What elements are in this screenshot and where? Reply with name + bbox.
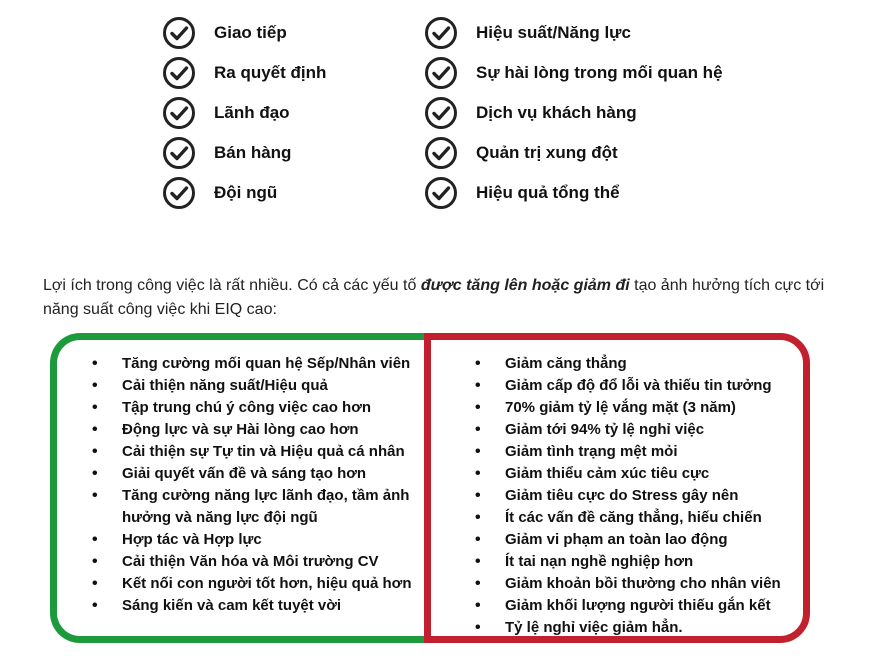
list-item: • Giảm vi phạm an toàn lao động	[471, 529, 801, 551]
check-label: Đội ngũ	[214, 183, 278, 202]
check-circle-icon	[424, 136, 458, 170]
list-item: • Cải thiện Văn hóa và Môi trường CV	[88, 551, 433, 573]
check-item	[424, 93, 723, 133]
list-item: • Cải thiện sự Tự tin và Hiệu quả cá nhân	[88, 441, 433, 463]
list-item: • Kết nối con người tốt hơn, hiệu quả hơn	[88, 573, 433, 595]
list-item: • Giảm khoản bồi thường cho nhân viên	[471, 573, 801, 595]
list-item: • 70% giảm tỷ lệ vắng mặt (3 năm)	[471, 397, 801, 419]
check-circle-icon	[424, 176, 458, 210]
list-item: • Giảm tới 94% tỷ lệ nghỉ việc	[471, 419, 801, 441]
list-item: • Giảm căng thẳng	[471, 353, 801, 375]
decrease-list	[471, 353, 801, 639]
intro-text: Lợi ích trong công việc là rất nhiều. Có cả các yếu tố	[43, 277, 421, 294]
check-item	[424, 53, 723, 93]
list-item: • Sáng kiến và cam kết tuyệt vời	[88, 595, 433, 617]
checklist-right	[424, 13, 723, 213]
check-circle-icon	[162, 96, 196, 130]
check-circle-icon	[162, 56, 196, 90]
check-item	[162, 93, 326, 133]
check-item	[162, 133, 326, 173]
check-label: Lãnh đạo	[214, 103, 290, 122]
check-item	[424, 13, 723, 53]
list-item: • Tỷ lệ nghỉ việc giảm hẳn.	[471, 617, 801, 639]
check-item	[162, 53, 326, 93]
list-item: • Ít tai nạn nghề nghiệp hơn	[471, 551, 801, 573]
list-item: • Tăng cường năng lực lãnh đạo, tầm ảnh hưởng và năng lực đội ngũ	[88, 485, 433, 529]
check-item	[424, 173, 723, 213]
check-label: Sự hài lòng trong mối quan hệ	[476, 63, 723, 82]
list-item: • Giảm tình trạng mệt mỏi	[471, 441, 801, 463]
check-label: Hiệu suất/Năng lực	[476, 23, 631, 42]
list-item: • Tăng cường mối quan hệ Sếp/Nhân viên	[88, 353, 433, 375]
list-item: • Giảm khối lượng người thiếu gắn kết	[471, 595, 801, 617]
check-label: Dịch vụ khách hàng	[476, 103, 637, 122]
intro-paragraph	[43, 274, 853, 322]
checklist-left	[162, 13, 326, 213]
check-label: Ra quyết định	[214, 63, 327, 82]
check-item	[162, 13, 326, 53]
check-label: Giao tiếp	[214, 23, 287, 42]
list-item: • Ít các vấn đề căng thẳng, hiếu chiến	[471, 507, 801, 529]
increase-list	[88, 353, 433, 617]
check-circle-icon	[424, 56, 458, 90]
intro-text-end: tạo ảnh hưởng tích cực tới năng suất công việc khi EIQ cao:	[43, 277, 825, 318]
list-item: • Giảm cấp độ đổ lỗi và thiếu tin tưởng	[471, 375, 801, 397]
check-circle-icon	[424, 96, 458, 130]
list-item: • Tập trung chú ý công việc cao hơn	[88, 397, 433, 419]
check-label: Bán hàng	[214, 143, 292, 162]
check-item	[162, 173, 326, 213]
check-circle-icon	[162, 176, 196, 210]
check-label: Quản trị xung đột	[476, 143, 618, 162]
list-item: • Giảm tiêu cực do Stress gây nên	[471, 485, 801, 507]
list-item: • Hợp tác và Hợp lực	[88, 529, 433, 551]
list-item: • Cải thiện năng suất/Hiệu quả	[88, 375, 433, 397]
check-circle-icon	[162, 16, 196, 50]
list-item: • Giải quyết vấn đề và sáng tạo hơn	[88, 463, 433, 485]
list-item: • Động lực và sự Hài lòng cao hơn	[88, 419, 433, 441]
check-item	[424, 133, 723, 173]
intro-emphasis: được tăng lên hoặc giảm đi	[420, 277, 630, 294]
check-circle-icon	[162, 136, 196, 170]
increase-box	[50, 333, 432, 643]
list-item: • Giảm thiểu cảm xúc tiêu cực	[471, 463, 801, 485]
check-label: Hiệu quả tổng thể	[476, 183, 620, 202]
decrease-box	[424, 333, 810, 643]
check-circle-icon	[424, 16, 458, 50]
